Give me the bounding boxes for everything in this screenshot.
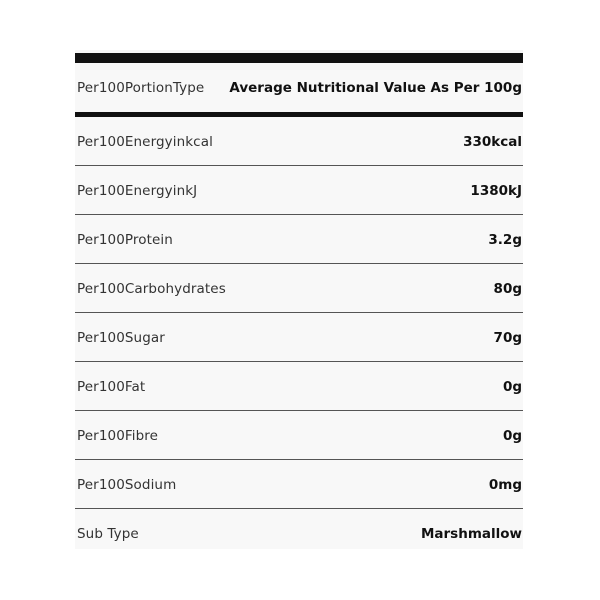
row-label: Per100Fat <box>77 378 146 395</box>
row-label: Per100Protein <box>77 231 173 248</box>
row-value: 3.2g <box>488 231 522 248</box>
table-row-carbohydrates <box>75 264 523 313</box>
row-value: Marshmallow <box>420 525 522 542</box>
table-row-sodium <box>75 460 523 509</box>
row-value: 0g <box>502 378 522 395</box>
row-value: 80g <box>493 280 522 297</box>
row-label: Per100Fibre <box>77 427 159 444</box>
table-row-fibre <box>75 411 523 460</box>
table-row-sub-type <box>75 509 523 558</box>
row-value: 1380kJ <box>470 182 522 199</box>
table-row-fat <box>75 362 523 411</box>
table-row-energy-kcal <box>75 117 523 166</box>
header-label: Per100PortionType <box>77 79 205 96</box>
row-value: 70g <box>493 329 522 346</box>
table-top-rule <box>75 53 523 63</box>
row-label: Sub Type <box>77 525 139 542</box>
row-label: Per100Energyinkcal <box>77 133 213 150</box>
row-label: Per100Sugar <box>77 329 165 346</box>
row-label: Per100Carbohydrates <box>77 280 226 297</box>
table-row-protein <box>75 215 523 264</box>
table-row-energy-kj <box>75 166 523 215</box>
table-row-sugar <box>75 313 523 362</box>
header-value: Average Nutritional Value As Per 100g <box>229 79 522 96</box>
row-value: 0mg <box>488 476 522 493</box>
row-label: Per100EnergyinkJ <box>77 182 198 199</box>
row-value: 330kcal <box>463 133 522 150</box>
row-value: 0g <box>502 427 522 444</box>
row-label: Per100Sodium <box>77 476 177 493</box>
table-header-row <box>75 63 523 112</box>
nutrition-table <box>75 50 523 549</box>
